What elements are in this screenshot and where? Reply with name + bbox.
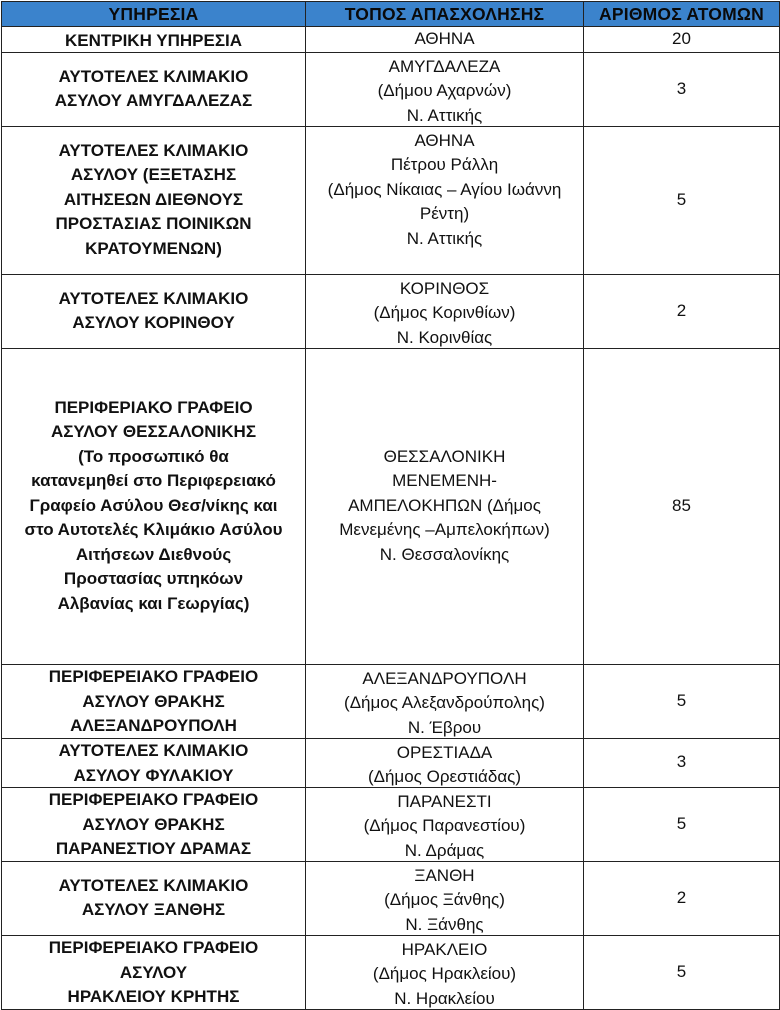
location-line: ΑΘΗΝΑ: [414, 130, 475, 150]
location-line: Ν. Θεσσαλονίκης: [379, 544, 510, 564]
location-line: ΗΡΑΚΛΕΙΟ: [401, 939, 488, 959]
service-line: κατανεμηθεί στο Περιφερειακό: [31, 471, 276, 491]
location-line: Μενεμένης –Αμπελοκήπων): [339, 520, 550, 539]
location-line: Ν. Αττικής: [406, 228, 483, 248]
location-line: Ν. Έβρου: [407, 717, 482, 737]
location-cell: [306, 52, 584, 126]
location-line: Ν. Κορινθίας: [396, 327, 493, 347]
staffing-table: [1, 1, 780, 1010]
location-cell: [306, 274, 584, 348]
service-line: ΗΡΑΚΛΕΙΟΥ ΚΡΗΤΗΣ: [67, 987, 240, 1006]
service-line: ΑΣΥΛΟΥ ΦΥΛΑΚΙΟΥ: [73, 765, 234, 785]
count-cell: [584, 935, 780, 1009]
count-value: 5: [676, 690, 687, 710]
service-cell: [2, 787, 306, 861]
service-line: Προστασίας υπηκόων: [63, 569, 244, 589]
count-cell: [584, 348, 780, 664]
table-row: [2, 126, 780, 274]
service-line: Γραφείο Ασύλου Θεσ/νίκης και: [29, 495, 278, 515]
location-line: Ν. Δράμας: [404, 840, 485, 860]
count-cell: [584, 664, 780, 738]
location-line: ΠΑΡΑΝΕΣΤΙ: [397, 791, 492, 811]
location-line: (Δήμος Ορεστιάδας): [367, 767, 522, 786]
service-line: ΑΥΤΟΤΕΛΕΣ ΚΛΙΜΑΚΙΟ: [58, 875, 249, 895]
location-line: Πέτρου Ράλλη: [390, 155, 499, 174]
count-cell: [584, 787, 780, 861]
service-line: ΑΙΤΗΣΕΩΝ ΔΙΕΘΝΟΥΣ: [63, 189, 244, 209]
service-line: ΠΕΡΙΦΕΡΕΙΑΚΟ ΓΡΑΦΕΙΟ: [48, 790, 259, 809]
header-count: ΑΡΙΘΜΟΣ ΑΤΟΜΩΝ: [584, 2, 780, 27]
service-line: Αιτήσεων Διεθνούς: [75, 544, 232, 564]
header-service: ΥΠΗΡΕΣΙΑ: [2, 2, 306, 27]
service-line: ΠΡΟΣΤΑΣΙΑΣ ΠΟΙΝΙΚΩΝ: [55, 214, 252, 234]
service-cell: [2, 52, 306, 126]
service-line: ΑΣΥΛΟΥ ΑΜΥΓΔΑΛΕΖΑΣ: [54, 91, 253, 110]
table-row: [2, 935, 780, 1009]
location-cell: [306, 27, 584, 53]
service-line: στο Αυτοτελές Κλιμάκιο Ασύλου: [24, 520, 283, 540]
header-row: [2, 2, 780, 27]
service-line: ΑΥΤΟΤΕΛΕΣ ΚΛΙΜΑΚΙΟ: [58, 288, 249, 308]
location-line: Ρέντη): [419, 204, 470, 223]
location-line: (Δήμος Νίκαιας – Αγίου Ιωάννη: [327, 179, 562, 199]
location-line: (Δήμος Κορινθίων): [373, 303, 516, 322]
service-line: ΚΡΑΤΟΥΜΕΝΩΝ): [85, 238, 222, 258]
location-line: (Δήμος Ξάνθης): [384, 890, 505, 909]
count-value: 85: [672, 495, 691, 515]
count-cell: [584, 274, 780, 348]
count-value: 3: [676, 752, 687, 772]
location-line: ΑΜΠΕΛΟΚΗΠΩΝ (Δήμος: [348, 495, 541, 515]
count-cell: [584, 52, 780, 126]
service-cell: [2, 27, 306, 53]
count-value: 5: [676, 189, 687, 209]
service-line: ΑΣΥΛΟΥ ΘΡΑΚΗΣ: [82, 814, 225, 834]
count-cell: [584, 861, 780, 935]
table-row: [2, 861, 780, 935]
count-value: 2: [676, 887, 687, 907]
service-cell: [2, 126, 306, 274]
count-cell: [584, 126, 780, 274]
location-cell: [306, 738, 584, 787]
location-line: Ν. Ηρακλείου: [394, 988, 495, 1008]
service-line: ΑΣΥΛΟΥ ΘΕΣΣΑΛΟΝΙΚΗΣ: [50, 422, 257, 442]
location-line: ΘΕΣΣΑΛΟΝΙΚΗ: [383, 446, 506, 466]
service-line: ΠΕΡΙΦΕΡΕΙΑΚΟ ΓΡΑΦΕΙΟ: [48, 938, 259, 957]
table-row: [2, 348, 780, 664]
service-line: ΑΣΥΛΟΥ ΚΟΡΙΝΘΟΥ: [72, 313, 235, 332]
count-value: 5: [676, 813, 687, 833]
location-line: Ν. Αττικής: [406, 105, 483, 125]
table-row: [2, 664, 780, 738]
location-cell: [306, 861, 584, 935]
service-cell: [2, 348, 306, 664]
service-line: ΠΕΡΙΦΕΡΙΑΚΟ ΓΡΑΦΕΙΟ: [54, 397, 253, 417]
service-cell: [2, 861, 306, 935]
location-line: ΟΡΕΣΤΙΑΔΑ: [396, 742, 493, 762]
location-cell: [306, 126, 584, 274]
location-line: ΚΟΡΙΝΘΟΣ: [399, 278, 490, 298]
table-row: [2, 738, 780, 787]
location-line: Ν. Ξάνθης: [405, 914, 484, 934]
service-line: ΑΣΥΛΟΥ ΞΑΝΘΗΣ: [81, 900, 226, 919]
service-line: ΠΑΡΑΝΕΣΤΙΟΥ ΔΡΑΜΑΣ: [55, 839, 252, 858]
service-line: ΑΥΤΟΤΕΛΕΣ ΚΛΙΜΑΚΙΟ: [58, 140, 249, 160]
service-cell: [2, 664, 306, 738]
location-cell: [306, 664, 584, 738]
header-location: ΤΟΠΟΣ ΑΠΑΣΧΟΛΗΣΗΣ: [306, 2, 584, 27]
service-line: Αλβανίας και Γεωργίας): [57, 593, 250, 613]
location-cell: [306, 348, 584, 664]
table-body: [2, 27, 780, 1010]
location-line: (Δήμος Παρανεστίου): [363, 816, 526, 835]
service-cell: [2, 738, 306, 787]
table-row: [2, 274, 780, 348]
location-line: ΑΘΗΝΑ: [414, 29, 475, 47]
location-cell: [306, 935, 584, 1009]
location-line: (Δήμου Αχαρνών): [377, 81, 512, 100]
service-line: ΑΥΤΟΤΕΛΕΣ ΚΛΙΜΑΚΙΟ: [58, 741, 249, 760]
location-line: ΞΑΝΘΗ: [414, 865, 475, 885]
count-value: 5: [676, 961, 687, 981]
location-line: (Δήμος Ηρακλείου): [372, 964, 517, 983]
service-cell: [2, 274, 306, 348]
service-line: ΑΣΥΛΟΥ (ΕΞΕΤΑΣΗΣ: [70, 165, 237, 185]
count-value: 3: [676, 78, 687, 98]
location-cell: [306, 787, 584, 861]
count-value: 2: [676, 300, 687, 320]
count-value: 20: [672, 29, 691, 48]
service-line: ΑΛΕΞΑΝΔΡΟΥΠΟΛΗ: [70, 716, 237, 735]
location-line: ΑΜΥΓΔΑΛΕΖΑ: [388, 56, 501, 76]
service-line: (Το προσωπικό θα: [78, 446, 229, 466]
service-line: ΑΣΥΛΟΥ ΘΡΑΚΗΣ: [82, 691, 225, 711]
table-row: [2, 787, 780, 861]
location-line: ΑΛΕΞΑΝΔΡΟΥΠΟΛΗ: [362, 668, 527, 688]
service-line: ΑΣΥΛΟΥ: [119, 962, 188, 982]
count-cell: [584, 738, 780, 787]
service-line: ΚΕΝΤΡΙΚΗ ΥΠΗΡΕΣΙΑ: [64, 31, 243, 50]
location-line: ΜΕΝΕΜΕΝΗ-: [392, 471, 497, 490]
service-cell: [2, 935, 306, 1009]
table-row: [2, 52, 780, 126]
table-row: [2, 27, 780, 53]
service-line: ΠΕΡΙΦΕΡΕΙΑΚΟ ΓΡΑΦΕΙΟ: [48, 667, 259, 686]
service-line: ΑΥΤΟΤΕΛΕΣ ΚΛΙΜΑΚΙΟ: [58, 66, 249, 86]
count-cell: [584, 27, 780, 53]
location-line: (Δήμος Αλεξανδρούπολης): [344, 693, 545, 712]
